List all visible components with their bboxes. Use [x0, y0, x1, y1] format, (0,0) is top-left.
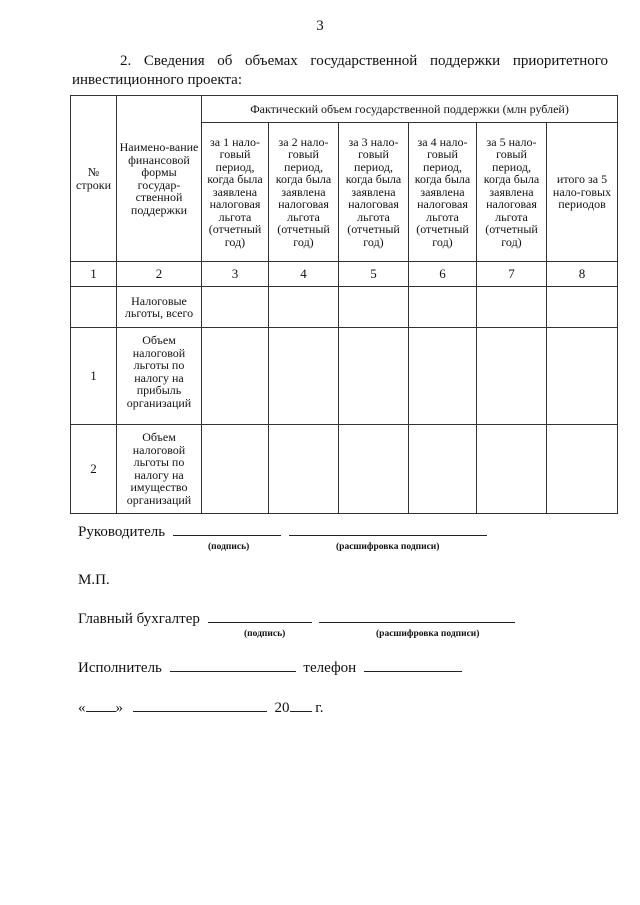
value-cell[interactable]: [269, 425, 339, 514]
month-field[interactable]: [133, 710, 267, 712]
value-cell[interactable]: [477, 425, 547, 514]
year-suffix: г.: [315, 700, 324, 716]
value-cell[interactable]: [339, 328, 409, 425]
row-number: 2: [71, 425, 117, 514]
value-cell[interactable]: [269, 287, 339, 328]
table-row: [71, 287, 618, 328]
row-name: Налоговые льготы, всего: [117, 287, 202, 328]
value-cell[interactable]: [547, 425, 618, 514]
header-period-2: за 2 нало-говый период, когда была заявлена налоговая льгота (отчетный год): [269, 123, 339, 262]
value-cell[interactable]: [409, 328, 477, 425]
page-number: 3: [316, 18, 324, 34]
header-period-5: за 5 нало-говый период, когда была заявлена налоговая льгота (отчетный год): [477, 123, 547, 262]
date-line: [78, 700, 323, 717]
value-cell[interactable]: [547, 287, 618, 328]
head-decode-field[interactable]: [289, 534, 487, 536]
value-cell[interactable]: [202, 328, 269, 425]
value-cell[interactable]: [339, 287, 409, 328]
col-number: 7: [477, 262, 547, 287]
header-period-1: за 1 нало-говый период, когда была заявлена налоговая льгота (отчетный год): [202, 123, 269, 262]
row-name: Объем налоговой льготы по налогу на имущество организаций: [117, 425, 202, 514]
col-number: 3: [202, 262, 269, 287]
head-sign-field[interactable]: [173, 534, 281, 536]
col-number: 4: [269, 262, 339, 287]
col-number: 6: [409, 262, 477, 287]
phone-label: телефон: [303, 660, 357, 676]
value-cell[interactable]: [202, 287, 269, 328]
day-field[interactable]: [86, 710, 116, 712]
support-table: [70, 95, 618, 514]
accountant-decode-field[interactable]: [319, 621, 515, 623]
executor-field[interactable]: [170, 670, 296, 672]
accountant-sign-field[interactable]: [208, 621, 312, 623]
col-number: 2: [117, 262, 202, 287]
header-actual-volume: Фактический объем государственной поддержки (млн рублей): [202, 96, 618, 123]
value-cell[interactable]: [547, 328, 618, 425]
header-period-3: за 3 нало-говый период, когда была заявлена налоговая льгота (отчетный год): [339, 123, 409, 262]
value-cell[interactable]: [269, 328, 339, 425]
table-row: [71, 328, 618, 425]
head-signature-line: [78, 524, 487, 541]
year-field[interactable]: [290, 710, 312, 712]
row-number: [71, 287, 117, 328]
row-name: Объем налоговой льготы по налогу на прибыль организаций: [117, 328, 202, 425]
value-cell[interactable]: [409, 287, 477, 328]
value-cell[interactable]: [339, 425, 409, 514]
phone-field[interactable]: [364, 670, 462, 672]
decode-caption: (расшифровка подписи): [376, 629, 480, 639]
accountant-label: Главный бухгалтер: [78, 611, 200, 627]
value-cell[interactable]: [477, 287, 547, 328]
header-period-4: за 4 нало-говый период, когда была заявлена налоговая льгота (отчетный год): [409, 123, 477, 262]
col-number: 5: [339, 262, 409, 287]
section-heading: [72, 52, 608, 90]
year-prefix: 20: [274, 700, 290, 716]
heading-line-2: инвестиционного проекта:: [72, 72, 242, 88]
executor-label: Исполнитель: [78, 660, 162, 676]
value-cell[interactable]: [409, 425, 477, 514]
col-number: 1: [71, 262, 117, 287]
heading-line-1: 2. Сведения об объемах государственной поддержки приоритетного: [120, 53, 608, 69]
head-label: Руководитель: [78, 524, 166, 540]
row-number: 1: [71, 328, 117, 425]
header-total: итого за 5 нало-говых периодов: [547, 123, 618, 262]
table-row: [71, 425, 618, 514]
sign-caption: (подпись): [244, 629, 286, 639]
executor-line: [78, 660, 462, 677]
sign-caption: (подпись): [208, 542, 250, 552]
date-close-quote: »: [115, 700, 123, 716]
col-number: 8: [547, 262, 618, 287]
value-cell[interactable]: [477, 328, 547, 425]
date-open-quote: «: [78, 700, 86, 716]
accountant-signature-line: [78, 611, 515, 628]
decode-caption: (расшифровка подписи): [336, 542, 440, 552]
header-row-number: № строки: [71, 96, 117, 262]
header-support-form: Наимено-вание финансовой формы государ-ственной поддержки: [117, 96, 202, 262]
value-cell[interactable]: [202, 425, 269, 514]
stamp-place: М.П.: [78, 572, 110, 588]
